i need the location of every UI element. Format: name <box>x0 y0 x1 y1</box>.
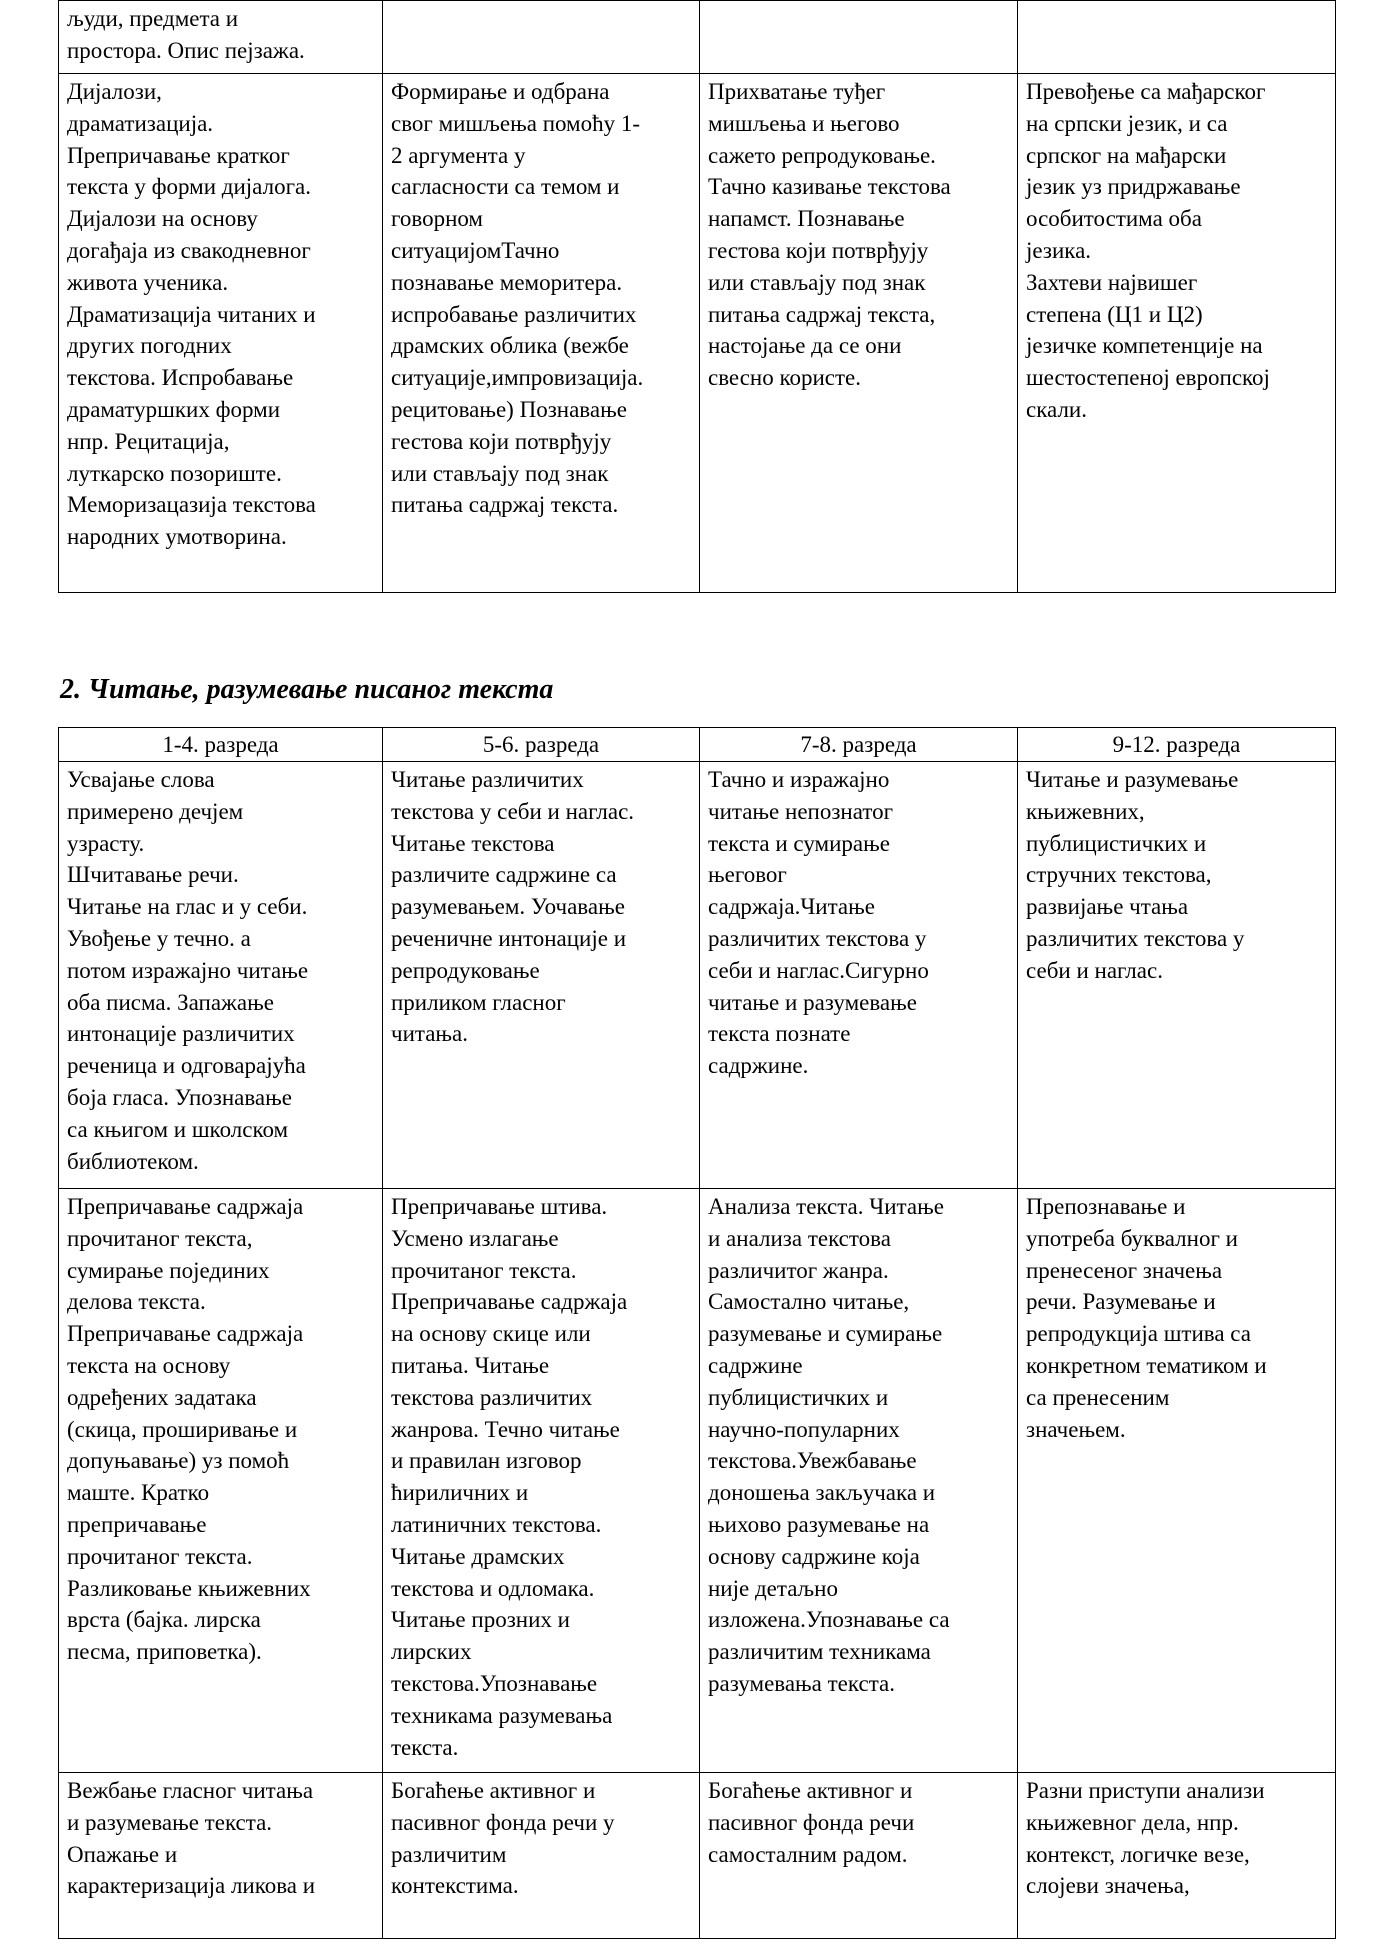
cell-text-line: драматуршких форми <box>67 396 281 422</box>
table-row <box>59 762 1336 1189</box>
cell-text-line: ситуације,импровизација. <box>391 365 644 391</box>
cell-text-line: себи и наглас.Сигурно <box>708 957 929 983</box>
cell-text-line: садржине <box>708 1352 803 1378</box>
cell-text-line: свог мишљења помоћу 1- <box>391 110 641 136</box>
cell-text-line: српског на мађарски <box>1026 142 1227 168</box>
cell-text-line: карактеризација ликова и <box>67 1873 316 1899</box>
cell-text-line: различите садржине са <box>391 862 617 888</box>
cell-text-line: Читање драмских <box>391 1543 565 1569</box>
table-cell <box>1018 74 1336 593</box>
cell-text-line: пасивног фонда речи у <box>391 1809 615 1835</box>
cell-text-line: репродукција штива са <box>1026 1321 1251 1347</box>
cell-text-line: особитостима оба <box>1026 206 1202 232</box>
cell-text-line: текстова у себи и наглас. <box>391 798 635 824</box>
cell-text-line: употреба буквалног и <box>1026 1225 1238 1251</box>
cell-text-line: Вежбање гласног читања <box>67 1778 314 1803</box>
table-cell <box>700 74 1018 593</box>
table-cell <box>383 762 700 1189</box>
cell-text-line: на основу скице или <box>391 1321 591 1347</box>
cell-text-line: Увођење у течно. а <box>67 925 251 951</box>
main-table <box>58 727 1336 1939</box>
table-cell <box>59 1773 383 1939</box>
cell-text-line: препричавање <box>67 1511 207 1537</box>
cell-text-line: питања. Читање <box>391 1352 550 1378</box>
cell-text-line: конкретном тематиком и <box>1026 1352 1267 1378</box>
cell-text-line: Читање на глас и у себи. <box>67 894 308 920</box>
cell-text-line: Читање прозних и <box>391 1607 570 1633</box>
cell-text-line: прочитаног текста, <box>67 1225 253 1251</box>
cell-text-line: делова текста. <box>67 1289 206 1315</box>
cell-text-line: разумевање и сумирање <box>708 1321 943 1347</box>
table-row <box>59 74 1336 593</box>
cell-text-line: читања. <box>391 1021 469 1047</box>
cell-text-line: текста на основу <box>67 1352 231 1378</box>
cell-text-line: различитим техникама <box>708 1639 931 1665</box>
cell-text-line: Богаћење активног и <box>391 1778 596 1803</box>
cell-text-line: читање и разумевање <box>708 989 917 1015</box>
cell-text-line: Драматизација читаних и <box>67 301 316 327</box>
cell-text-line: Препознавање и <box>1026 1194 1186 1219</box>
cell-text-line: песма, приповетка). <box>67 1639 262 1665</box>
header-cell-grades-5-6: 5-6. разреда <box>383 728 700 762</box>
cell-text-line: ћириличних и <box>391 1480 529 1506</box>
cell-text-line: текста познате <box>708 1021 851 1047</box>
table-cell <box>700 1189 1018 1773</box>
header-cell-grades-7-8: 7-8. разреда <box>700 728 1018 762</box>
cell-text-line: народних умотворина. <box>67 524 287 550</box>
cell-text-line: Препричавање садржаја <box>67 1321 304 1347</box>
cell-text-line: Самостално читање, <box>708 1289 910 1315</box>
cell-text-line: развијање чтања <box>1026 894 1189 920</box>
cell-text-line: слојеви значења, <box>1026 1873 1190 1899</box>
cell-text-line: пренесеног значења <box>1026 1257 1223 1283</box>
cell-text-line: и анализа текстова <box>708 1225 891 1251</box>
cell-text-line: Прихватање туђег <box>708 79 886 104</box>
section-heading: 2. Читање, разумевање писаног текста <box>60 674 554 705</box>
table-cell <box>383 74 700 593</box>
cell-text-line: речи. Разумевање и <box>1026 1289 1216 1315</box>
table-cell <box>383 1773 700 1939</box>
cell-text-line: значењем. <box>1026 1416 1126 1442</box>
cell-text-line: Читање текстова <box>391 830 555 856</box>
cell-text-line: степена (Ц1 и Ц2) <box>1026 301 1203 327</box>
cell-text-line: основу садржине која <box>708 1543 920 1569</box>
table-cell <box>1018 1189 1336 1773</box>
cell-text-line: питања садржај текста. <box>391 492 619 518</box>
cell-text-line: Анализа текста. Читање <box>708 1194 944 1219</box>
cell-text-line: нпр. Рецитација, <box>67 428 230 454</box>
cell-text-line: реченица и одговарајућа <box>67 1053 306 1079</box>
cell-text-line: језичке компетенције на <box>1026 333 1263 359</box>
cell-text-line: говорном <box>391 206 483 232</box>
cell-text-line: техникама разумевања <box>391 1702 613 1728</box>
cell-text-line: или стављају под знак <box>708 269 926 295</box>
cell-text-line: доношења закључака и <box>708 1480 936 1506</box>
cell-text-line: маште. Кратко <box>67 1480 210 1506</box>
table-cell <box>700 1 1018 74</box>
cell-text-line: Читање различитих <box>391 767 584 792</box>
cell-text-line: Разни приступи анализи <box>1026 1778 1265 1803</box>
cell-text-line: Усвајање слова <box>67 767 215 792</box>
cell-text-line: Дијалози, <box>67 79 162 104</box>
cell-text-line: контекст, логичке везе, <box>1026 1841 1250 1867</box>
cell-text-line: гестова који потврђују <box>708 237 929 263</box>
cell-text-line: свесно користе. <box>708 365 862 391</box>
cell-text-line: себи и наглас. <box>1026 957 1163 983</box>
cell-text-line: скали. <box>1026 396 1087 422</box>
table-cell <box>700 762 1018 1189</box>
cell-text-line: садржине. <box>708 1053 809 1079</box>
cell-text-line: мишљења и његово <box>708 110 900 136</box>
cell-text-line: текстова различитих <box>391 1384 593 1410</box>
cell-text-line: Разликовање књижевних <box>67 1575 311 1601</box>
cell-text-line: и правилан изговор <box>391 1448 582 1474</box>
cell-text-line: Читање и разумевање <box>1026 767 1239 792</box>
cell-text-line: потом изражајно читање <box>67 957 309 983</box>
cell-text-line: питања садржај текста, <box>708 301 936 327</box>
cell-text-line: различитог жанра. <box>708 1257 889 1283</box>
cell-text-line: или стављају под знак <box>391 460 609 486</box>
cell-text-line: сагласности са темом и <box>391 174 620 200</box>
cell-text-line: лирских <box>391 1639 472 1665</box>
cell-text-line: са пренесеним <box>1026 1384 1170 1410</box>
table-cell <box>383 1 700 74</box>
cell-text-line: пасивног фонда речи <box>708 1809 915 1835</box>
cell-text-line: и разумевање текста. <box>67 1809 273 1835</box>
cell-text-line: Меморизацазија текстова <box>67 492 316 518</box>
cell-text-line: текста. <box>391 1734 459 1760</box>
cell-text-line: реченичне интонације и <box>391 925 627 951</box>
cell-text-line: других погодних <box>67 333 232 359</box>
cell-text-line: жанрова. Течно читање <box>391 1416 620 1442</box>
cell-text-line: познавање меморитера. <box>391 269 623 295</box>
header-cell-grades-1-4: 1-4. разреда <box>59 728 383 762</box>
cell-text-line: текстова.Упознавање <box>391 1670 598 1696</box>
table-cell <box>59 762 383 1189</box>
cell-text-line: стручних текстова, <box>1026 862 1212 888</box>
cell-text-line: различитих текстова у <box>708 925 927 951</box>
cell-text-line: Усмено излагање <box>391 1225 559 1251</box>
cell-text-line: Препричавање садржаја <box>391 1289 628 1315</box>
header-row <box>59 728 1336 762</box>
table-cell <box>59 1189 383 1773</box>
cell-text-line: људи, предмета и <box>67 6 239 31</box>
cell-text-line: самосталним радом. <box>708 1841 908 1867</box>
cell-text-line: разумевања текста. <box>708 1670 895 1696</box>
cell-text-line: Захтеви највишег <box>1026 269 1198 295</box>
cell-text-line: сумирање појединих <box>67 1257 270 1283</box>
cell-text-line: текста у форми дијалога. <box>67 174 311 200</box>
cell-text-line: разумевањем. Уочавање <box>391 894 625 920</box>
cell-text-line: гестова који потврђују <box>391 428 612 454</box>
cell-text-line: напамст. Познавање <box>708 206 905 232</box>
table-row <box>59 1 1336 74</box>
cell-text-line: шестостепеној европској <box>1026 365 1270 391</box>
cell-text-line: језика. <box>1026 237 1092 263</box>
cell-text-line: изложена.Упознавање са <box>708 1607 950 1633</box>
table-cell <box>383 1189 700 1773</box>
cell-text-line: сажето репродуковање. <box>708 142 936 168</box>
cell-text-line: Тачно и изражајно <box>708 767 890 792</box>
cell-text-line: одређених задатака <box>67 1384 257 1410</box>
table-cell <box>1018 1773 1336 1939</box>
cell-text-line: боја гласа. Упознавање <box>67 1084 292 1110</box>
cell-text-line: Превођење са мађарског <box>1026 79 1266 104</box>
cell-text-line: садржаја.Читање <box>708 894 875 920</box>
cell-text-line: на српски језик, и са <box>1026 110 1228 136</box>
cell-text-line: Опажање и <box>67 1841 178 1867</box>
table-row <box>59 1773 1336 1939</box>
cell-text-line: није детаљно <box>708 1575 838 1601</box>
table-cell <box>700 1773 1018 1939</box>
cell-text-line: публицистичких и <box>1026 830 1207 856</box>
cell-text-line: (скица, проширивање и <box>67 1416 298 1442</box>
cell-text-line: репродуковање <box>391 957 540 983</box>
cell-text-line: Формирање и одбрана <box>391 79 610 104</box>
cell-text-line: са књигом и школском <box>67 1116 289 1142</box>
cell-text-line: књижевног дела, нпр. <box>1026 1809 1239 1835</box>
cell-text-line: оба писма. Запажање <box>67 989 274 1015</box>
cell-text-line: Дијалози на основу <box>67 206 258 232</box>
cell-text-line: књижевних, <box>1026 798 1145 824</box>
cell-text-line: драматизација. <box>67 110 214 136</box>
cell-text-line: драмских облика (вежбе <box>391 333 629 359</box>
cell-text-line: настојање да се они <box>708 333 902 359</box>
cell-text-line: језик уз придржавање <box>1026 174 1241 200</box>
cell-text-line: публицистичких и <box>708 1384 889 1410</box>
cell-text-line: научно-популарних <box>708 1416 900 1442</box>
cell-text-line: рецитовање) Познавање <box>391 396 627 422</box>
cell-text-line: Препричавање кратког <box>67 142 290 168</box>
header-cell-grades-9-12: 9-12. разреда <box>1018 728 1336 762</box>
cell-text-line: 2 аргумента у <box>391 142 526 168</box>
cell-text-line: простора. Опис пејзажа. <box>67 37 305 63</box>
cell-text-line: различитих текстова у <box>1026 925 1245 951</box>
cell-text-line: догађаја из свакодневног <box>67 237 311 263</box>
cell-text-line: текстова.Увежбавање <box>708 1448 917 1474</box>
table-row <box>59 1189 1336 1773</box>
cell-text-line: Препричавање штива. <box>391 1194 608 1219</box>
cell-text-line: луткарско позориште. <box>67 460 282 486</box>
cell-text-line: Тачно казивање текстова <box>708 174 951 200</box>
cell-text-line: Богаћење активног и <box>708 1778 913 1803</box>
cell-text-line: узрасту. <box>67 830 145 856</box>
cell-text-line: испробавање различитих <box>391 301 637 327</box>
cell-text-line: Шчитавање речи. <box>67 862 239 888</box>
cell-text-line: његовог <box>708 862 787 888</box>
top-table <box>58 0 1336 593</box>
cell-text-line: интонације различитих <box>67 1021 295 1047</box>
cell-text-line: њихово разумевање на <box>708 1511 930 1537</box>
cell-text-line: допуњавање) уз помоћ <box>67 1448 290 1474</box>
cell-text-line: текстова и одломака. <box>391 1575 595 1601</box>
cell-text-line: латиничних текстова. <box>391 1511 602 1537</box>
cell-text-line: контекстима. <box>391 1873 519 1899</box>
table-cell <box>1018 1 1336 74</box>
cell-text-line: библиотеком. <box>67 1148 199 1174</box>
cell-text-line: примерено дечјем <box>67 798 244 824</box>
table-cell <box>59 74 383 593</box>
table-cell <box>1018 762 1336 1189</box>
cell-text-line: живота ученика. <box>67 269 229 295</box>
cell-text-line: приликом гласног <box>391 989 566 1015</box>
table-cell <box>59 1 383 74</box>
cell-text-line: ситуацијомТачно <box>391 237 560 263</box>
cell-text-line: врста (бајка. лирска <box>67 1607 261 1633</box>
cell-text-line: прочитаног текста. <box>391 1257 577 1283</box>
cell-text-line: прочитаног текста. <box>67 1543 253 1569</box>
cell-text-line: читање непознатог <box>708 798 894 824</box>
cell-text-line: Препричавање садржаја <box>67 1194 304 1219</box>
cell-text-line: текста и сумирање <box>708 830 890 856</box>
cell-text-line: текстова. Испробавање <box>67 365 294 391</box>
cell-text-line: различитим <box>391 1841 507 1867</box>
